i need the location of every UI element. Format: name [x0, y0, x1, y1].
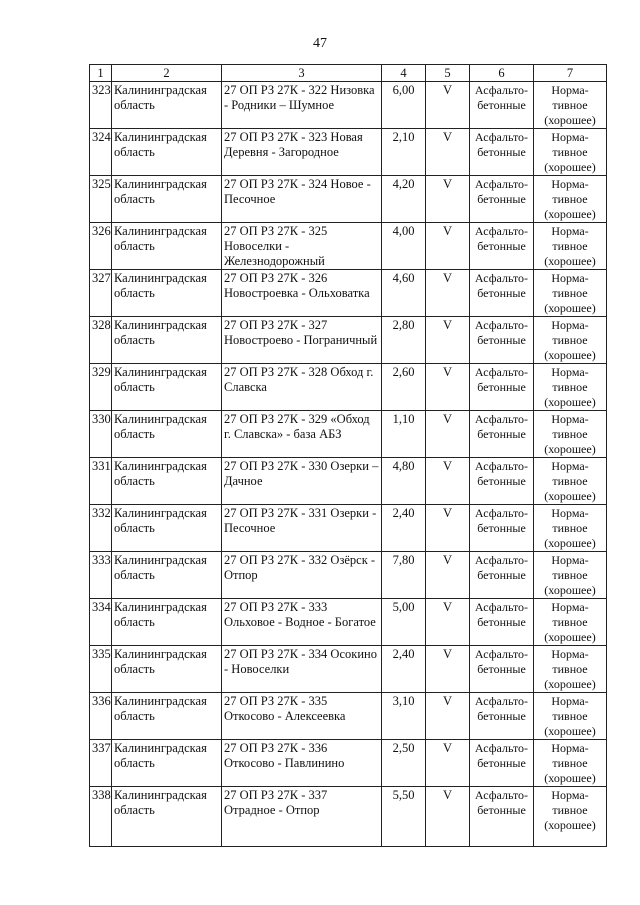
table-row — [90, 270, 607, 317]
road-name-cell: 27 ОП РЗ 27К - 326 Новостроевка - Ольховатка — [222, 270, 382, 317]
category-cell: V — [426, 317, 470, 364]
condition-cell: Норма-тивное (хорошее) — [534, 740, 607, 787]
category-cell: V — [426, 787, 470, 847]
category-cell: V — [426, 505, 470, 552]
surface-type-cell: Асфальто-бетонные — [470, 411, 534, 458]
road-name-cell: 27 ОП РЗ 27К - 329 «Обход г. Славска» - база АБЗ — [222, 411, 382, 458]
surface-type-cell: Асфальто-бетонные — [470, 458, 534, 505]
row-number-cell: 332 — [90, 505, 112, 552]
surface-type-cell: Асфальто-бетонные — [470, 223, 534, 270]
condition-cell: Норма-тивное (хорошее) — [534, 552, 607, 599]
row-number-cell: 330 — [90, 411, 112, 458]
length-cell: 4,20 — [382, 176, 426, 223]
category-cell: V — [426, 693, 470, 740]
region-cell: Калининградская область — [112, 129, 222, 176]
category-cell: V — [426, 552, 470, 599]
length-cell: 4,80 — [382, 458, 426, 505]
road-name-cell: 27 ОП РЗ 27К - 322 Низовка - Родники – Шумное — [222, 82, 382, 129]
condition-cell: Норма-тивное (хорошее) — [534, 317, 607, 364]
category-cell: V — [426, 411, 470, 458]
surface-type-cell: Асфальто-бетонные — [470, 505, 534, 552]
region-cell: Калининградская область — [112, 505, 222, 552]
table-row — [90, 740, 607, 787]
condition-cell: Норма-тивное (хорошее) — [534, 82, 607, 129]
surface-type-cell: Асфальто-бетонные — [470, 364, 534, 411]
table-row — [90, 505, 607, 552]
category-cell: V — [426, 82, 470, 129]
category-cell: V — [426, 270, 470, 317]
surface-type-cell: Асфальто-бетонные — [470, 129, 534, 176]
road-name-cell: 27 ОП РЗ 27К - 331 Озерки - Песочное — [222, 505, 382, 552]
row-number-cell: 323 — [90, 82, 112, 129]
length-cell: 4,60 — [382, 270, 426, 317]
row-number-cell: 334 — [90, 599, 112, 646]
road-name-cell: 27 ОП РЗ 27К - 330 Озерки – Дачное — [222, 458, 382, 505]
length-cell: 5,50 — [382, 787, 426, 847]
region-cell: Калининградская область — [112, 223, 222, 270]
category-cell: V — [426, 129, 470, 176]
region-cell: Калининградская область — [112, 646, 222, 693]
table-row — [90, 129, 607, 176]
length-cell: 2,50 — [382, 740, 426, 787]
condition-cell: Норма-тивное (хорошее) — [534, 458, 607, 505]
header-cell: 2 — [112, 65, 222, 82]
row-number-cell: 324 — [90, 129, 112, 176]
condition-cell: Норма-тивное (хорошее) — [534, 129, 607, 176]
length-cell: 5,00 — [382, 599, 426, 646]
length-cell: 2,10 — [382, 129, 426, 176]
row-number-cell: 331 — [90, 458, 112, 505]
road-name-cell: 27 ОП РЗ 27К - 332 Озёрск - Отпор — [222, 552, 382, 599]
road-name-cell: 27 ОП РЗ 27К - 334 Осокино - Новоселки — [222, 646, 382, 693]
table-row — [90, 599, 607, 646]
row-number-cell: 325 — [90, 176, 112, 223]
region-cell: Калининградская область — [112, 82, 222, 129]
row-number-cell: 338 — [90, 787, 112, 847]
region-cell: Калининградская область — [112, 411, 222, 458]
region-cell: Калининградская область — [112, 599, 222, 646]
surface-type-cell: Асфальто-бетонные — [470, 787, 534, 847]
surface-type-cell: Асфальто-бетонные — [470, 176, 534, 223]
table-row — [90, 223, 607, 270]
condition-cell: Норма-тивное (хорошее) — [534, 599, 607, 646]
category-cell: V — [426, 458, 470, 505]
road-name-cell: 27 ОП РЗ 27К - 327 Новостроево - Пограничный — [222, 317, 382, 364]
table-header-row — [90, 65, 607, 82]
condition-cell: Норма-тивное (хорошее) — [534, 693, 607, 740]
region-cell: Калининградская область — [112, 787, 222, 847]
row-number-cell: 336 — [90, 693, 112, 740]
row-number-cell: 333 — [90, 552, 112, 599]
surface-type-cell: Асфальто-бетонные — [470, 740, 534, 787]
table-row — [90, 411, 607, 458]
length-cell: 2,80 — [382, 317, 426, 364]
condition-cell: Норма-тивное (хорошее) — [534, 270, 607, 317]
road-name-cell: 27 ОП РЗ 27К - 337 Отрадное - Отпор — [222, 787, 382, 847]
category-cell: V — [426, 223, 470, 270]
length-cell: 7,80 — [382, 552, 426, 599]
row-number-cell: 327 — [90, 270, 112, 317]
condition-cell: Норма-тивное (хорошее) — [534, 646, 607, 693]
row-number-cell: 337 — [90, 740, 112, 787]
length-cell: 4,00 — [382, 223, 426, 270]
category-cell: V — [426, 646, 470, 693]
surface-type-cell: Асфальто-бетонные — [470, 599, 534, 646]
condition-cell: Норма-тивное (хорошее) — [534, 364, 607, 411]
condition-cell: Норма-тивное (хорошее) — [534, 223, 607, 270]
header-cell: 6 — [470, 65, 534, 82]
surface-type-cell: Асфальто-бетонные — [470, 693, 534, 740]
table-row — [90, 552, 607, 599]
road-name-cell: 27 ОП РЗ 27К - 336 Откосово - Павлинино — [222, 740, 382, 787]
road-name-cell: 27 ОП РЗ 27К - 328 Обход г. Славска — [222, 364, 382, 411]
surface-type-cell: Асфальто-бетонные — [470, 317, 534, 364]
length-cell: 1,10 — [382, 411, 426, 458]
header-cell: 7 — [534, 65, 607, 82]
condition-cell: Норма-тивное (хорошее) — [534, 505, 607, 552]
category-cell: V — [426, 599, 470, 646]
length-cell: 3,10 — [382, 693, 426, 740]
row-number-cell: 326 — [90, 223, 112, 270]
category-cell: V — [426, 176, 470, 223]
table-row — [90, 646, 607, 693]
road-name-cell: 27 ОП РЗ 27К - 324 Новое - Песочное — [222, 176, 382, 223]
table-row — [90, 82, 607, 129]
road-register-table — [89, 64, 607, 847]
region-cell: Калининградская область — [112, 552, 222, 599]
region-cell: Калининградская область — [112, 740, 222, 787]
surface-type-cell: Асфальто-бетонные — [470, 646, 534, 693]
condition-cell: Норма-тивное (хорошее) — [534, 411, 607, 458]
row-number-cell: 335 — [90, 646, 112, 693]
length-cell: 2,40 — [382, 646, 426, 693]
region-cell: Калининградская область — [112, 270, 222, 317]
table-row — [90, 693, 607, 740]
region-cell: Калининградская область — [112, 364, 222, 411]
category-cell: V — [426, 364, 470, 411]
table-row — [90, 364, 607, 411]
table-row — [90, 176, 607, 223]
row-number-cell: 328 — [90, 317, 112, 364]
page-number: 47 — [313, 36, 327, 51]
condition-cell: Норма-тивное (хорошее) — [534, 787, 607, 847]
road-name-cell: 27 ОП РЗ 27К - 333 Ольховое - Водное - Богатое — [222, 599, 382, 646]
region-cell: Калининградская область — [112, 317, 222, 364]
road-name-cell: 27 ОП РЗ 27К - 335 Откосово - Алексеевка — [222, 693, 382, 740]
length-cell: 6,00 — [382, 82, 426, 129]
road-name-cell: 27 ОП РЗ 27К - 325 Новоселки - Железнодорожный — [222, 223, 382, 270]
table-row — [90, 458, 607, 505]
region-cell: Калининградская область — [112, 693, 222, 740]
surface-type-cell: Асфальто-бетонные — [470, 270, 534, 317]
table-row — [90, 787, 607, 847]
row-number-cell: 329 — [90, 364, 112, 411]
condition-cell: Норма-тивное (хорошее) — [534, 176, 607, 223]
table-row — [90, 317, 607, 364]
header-cell: 4 — [382, 65, 426, 82]
header-cell: 5 — [426, 65, 470, 82]
surface-type-cell: Асфальто-бетонные — [470, 82, 534, 129]
header-cell: 1 — [90, 65, 112, 82]
road-name-cell: 27 ОП РЗ 27К - 323 Новая Деревня - Загородное — [222, 129, 382, 176]
length-cell: 2,40 — [382, 505, 426, 552]
surface-type-cell: Асфальто-бетонные — [470, 552, 534, 599]
region-cell: Калининградская область — [112, 458, 222, 505]
category-cell: V — [426, 740, 470, 787]
length-cell: 2,60 — [382, 364, 426, 411]
region-cell: Калининградская область — [112, 176, 222, 223]
header-cell: 3 — [222, 65, 382, 82]
